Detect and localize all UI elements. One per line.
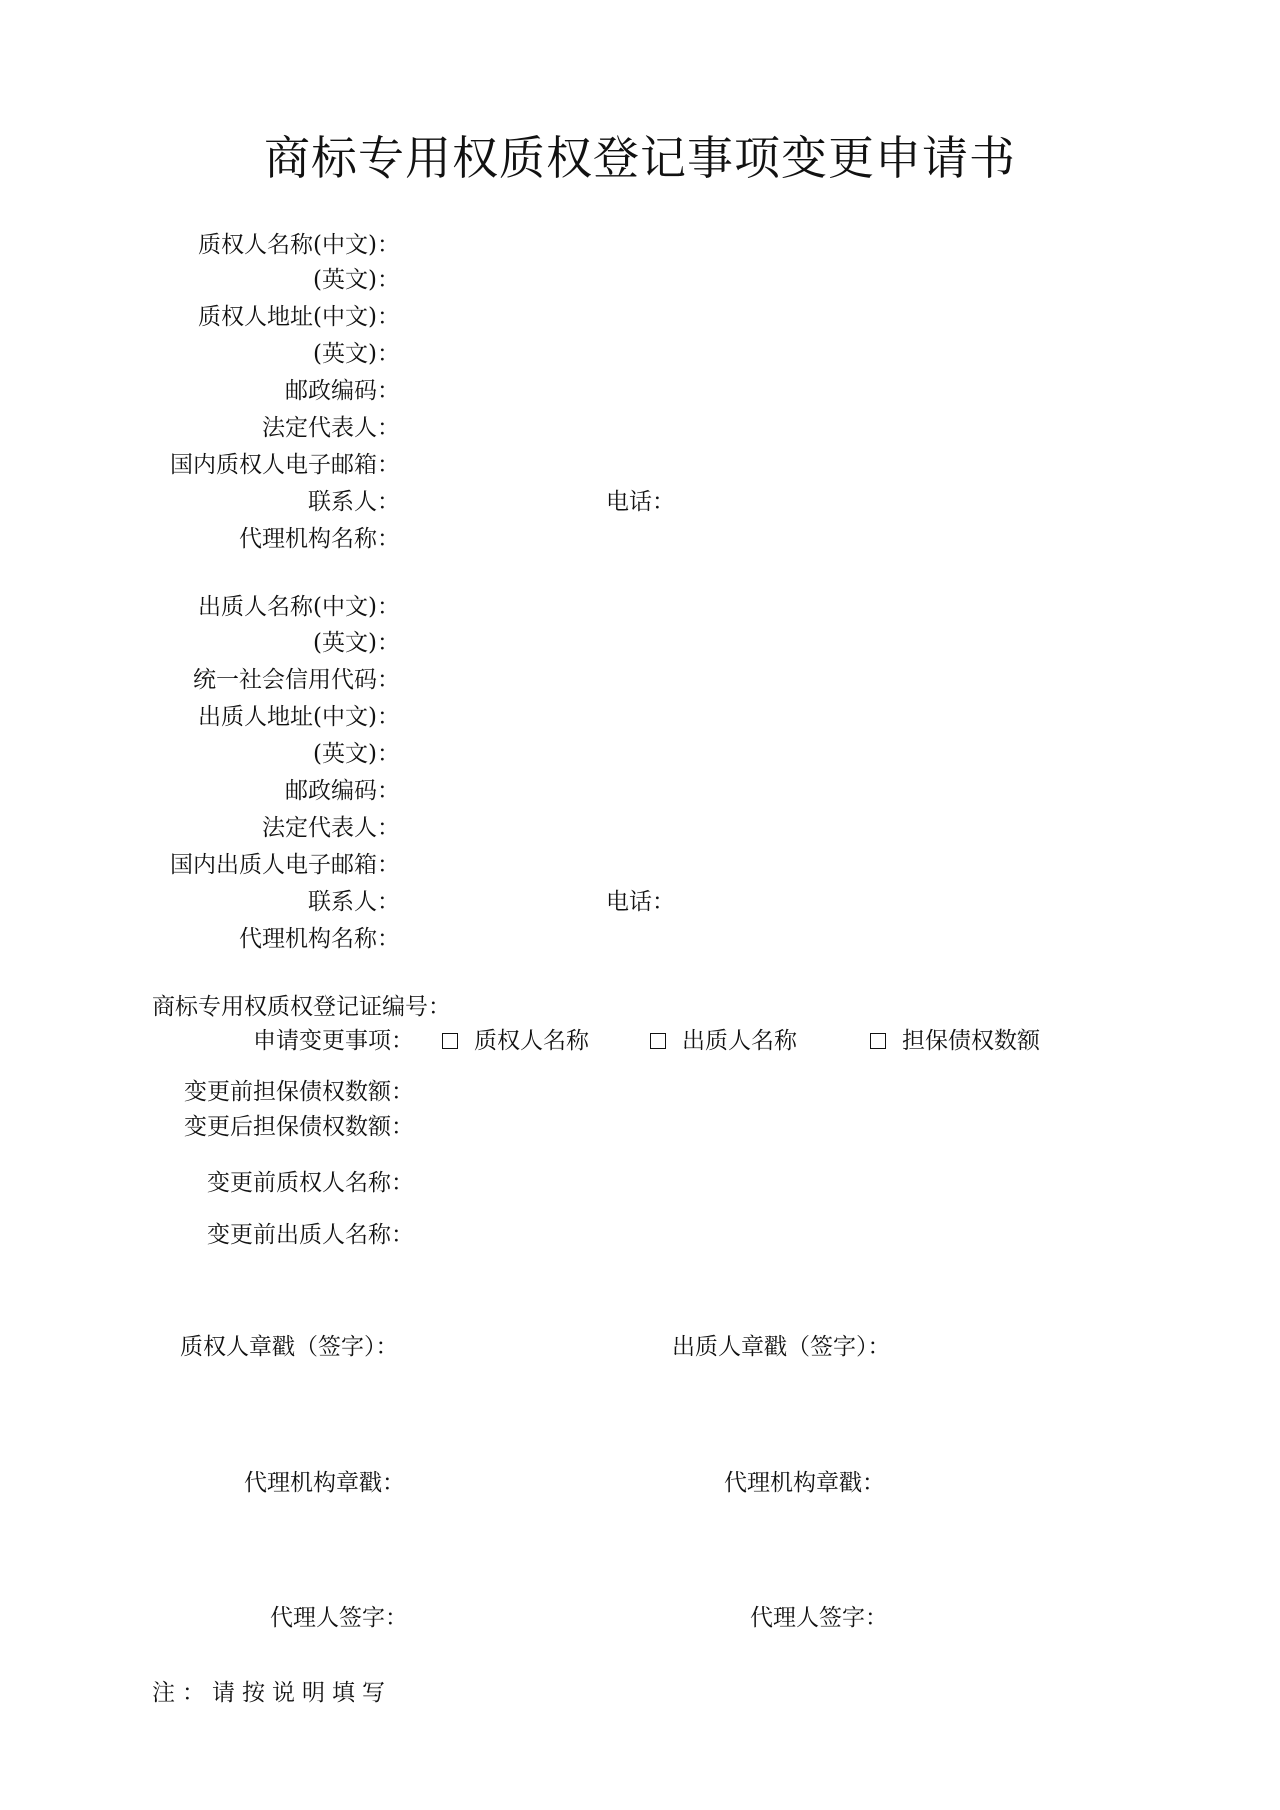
- pledgor-address-cn-label: 出质人地址(中文)：: [198, 704, 400, 730]
- pledgor-seal-label: 出质人章戳（签字）：: [672, 1334, 891, 1360]
- pledgee-address-cn-label: 质权人地址(中文)：: [198, 304, 400, 330]
- pledgee-name-cn-label: 质权人名称(中文)：: [198, 232, 400, 258]
- pledgee-phone-label: 电话：: [606, 489, 675, 515]
- page-title: 商标专用权质权登记事项变更申请书: [264, 131, 1016, 185]
- agent-sign-left-label: 代理人签字：: [270, 1605, 408, 1631]
- pledgee-seal-label: 质权人章戳（签字）：: [180, 1334, 399, 1360]
- pledgee-before-label: 变更前质权人名称：: [207, 1170, 414, 1196]
- option-label: 质权人名称: [474, 1028, 589, 1054]
- checkbox-icon[interactable]: [650, 1033, 666, 1049]
- amount-before-label: 变更前担保债权数额：: [184, 1079, 414, 1105]
- pledgor-contact-label: 联系人：: [308, 889, 400, 915]
- pledgor-phone-label: 电话：: [606, 889, 675, 915]
- agency-seal-right-label: 代理机构章戳：: [724, 1470, 885, 1496]
- agency-seal-left-label: 代理机构章戳：: [244, 1470, 405, 1496]
- checkbox-icon[interactable]: [870, 1033, 886, 1049]
- pledgee-name-en-label: (英文)：: [313, 267, 400, 293]
- pledgor-agency-label: 代理机构名称：: [239, 926, 400, 952]
- option-pledgor-name[interactable]: [650, 1024, 797, 1058]
- pledgor-name-en-label: (英文)：: [313, 630, 400, 656]
- amount-after-label: 变更后担保债权数额：: [184, 1114, 414, 1140]
- pledgee-email-label: 国内质权人电子邮箱：: [170, 452, 400, 478]
- change-items-label: 申请变更事项：: [253, 1028, 414, 1054]
- pledgor-address-en-label: (英文)：: [313, 741, 400, 767]
- option-secured-amount[interactable]: [870, 1024, 1040, 1058]
- option-label: 担保债权数额: [902, 1028, 1040, 1054]
- pledgor-postal-code-label: 邮政编码：: [285, 778, 400, 804]
- footer-note: 注：请按说明填写: [152, 1680, 392, 1706]
- option-pledgee-name[interactable]: [442, 1024, 589, 1058]
- pledgor-before-label: 变更前出质人名称：: [207, 1222, 414, 1248]
- pledgee-legal-rep-label: 法定代表人：: [262, 415, 400, 441]
- agent-sign-right-label: 代理人签字：: [750, 1605, 888, 1631]
- pledgor-email-label: 国内出质人电子邮箱：: [170, 852, 400, 878]
- pledgee-agency-label: 代理机构名称：: [239, 526, 400, 552]
- pledgee-postal-code-label: 邮政编码：: [285, 378, 400, 404]
- checkbox-icon[interactable]: [442, 1033, 458, 1049]
- pledgor-legal-rep-label: 法定代表人：: [262, 815, 400, 841]
- option-label: 出质人名称: [682, 1028, 797, 1054]
- pledgee-address-en-label: (英文)：: [313, 341, 400, 367]
- cert-number-label: 商标专用权质权登记证编号：: [152, 994, 451, 1020]
- pledgor-name-cn-label: 出质人名称(中文)：: [198, 594, 400, 620]
- pledgor-credit-code-label: 统一社会信用代码：: [193, 667, 400, 693]
- pledgee-contact-label: 联系人：: [308, 489, 400, 515]
